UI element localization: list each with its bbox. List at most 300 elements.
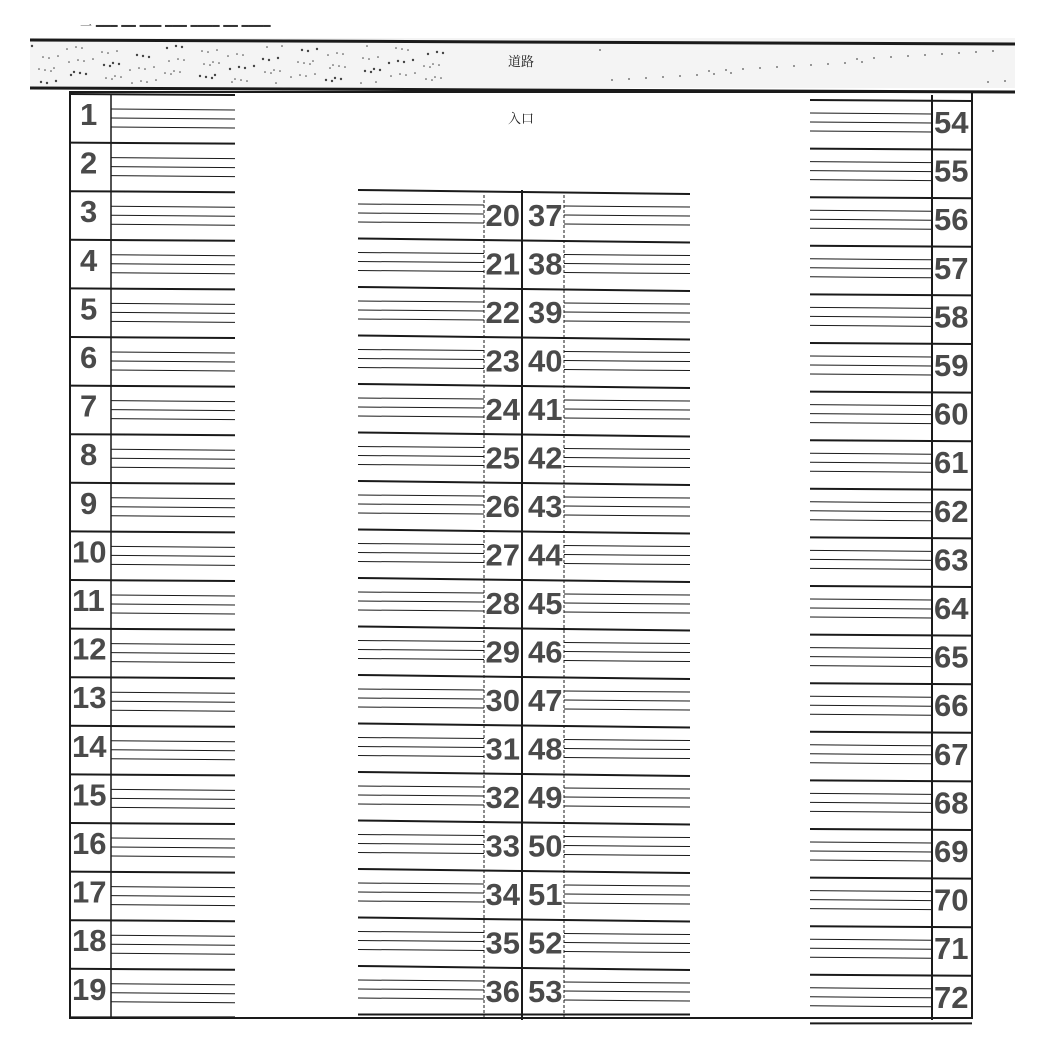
stall-line: [358, 941, 484, 942]
stall-line: [564, 846, 690, 847]
stall-number: 38: [528, 246, 563, 282]
stall-number: 58: [934, 299, 969, 335]
stall-line: [111, 516, 235, 517]
road-speck: [129, 69, 131, 71]
road-speck: [314, 73, 316, 75]
stall-divider: [70, 774, 235, 775]
road-speck: [179, 71, 181, 73]
stall-divider: [70, 94, 235, 95]
stall-divider: [810, 926, 972, 927]
stall-line: [810, 228, 932, 229]
road-speck: [173, 70, 175, 72]
road-speck: [432, 63, 434, 65]
stall-line: [810, 162, 932, 163]
stall-divider: [358, 966, 522, 968]
stall-divider: [810, 732, 972, 733]
stall-line: [810, 502, 932, 503]
stall-line: [111, 662, 235, 663]
stall-divider: [810, 440, 972, 441]
stall-divider: [70, 240, 235, 241]
stall-line: [810, 219, 932, 220]
stall-line: [111, 838, 235, 839]
stall-line: [564, 215, 690, 216]
stall-line: [564, 506, 690, 507]
stall-number: 59: [934, 348, 969, 383]
stall-line: [111, 644, 235, 645]
road-speck: [118, 63, 120, 65]
stall-number: 24: [485, 392, 520, 427]
stall-line: [564, 467, 690, 468]
stall-number: 23: [485, 343, 520, 379]
road-speck: [440, 77, 442, 79]
stall-line: [810, 559, 932, 560]
road-speck: [79, 72, 81, 74]
stall-divider: [810, 829, 972, 830]
road-label: 道路: [508, 55, 535, 70]
stall-line: [564, 661, 690, 662]
stall-line: [358, 271, 484, 272]
road-speck: [434, 76, 436, 78]
road-speck: [329, 67, 331, 69]
stall-line: [810, 113, 932, 114]
road-speck: [270, 72, 272, 74]
stall-divider: [70, 969, 235, 970]
stall-line: [358, 301, 484, 302]
stall-line: [810, 414, 932, 415]
road-speck: [377, 56, 379, 58]
road-speck: [301, 49, 303, 51]
stall-line: [111, 419, 235, 420]
road-speck: [148, 56, 150, 58]
stall-line: [810, 277, 932, 278]
stall-line: [810, 666, 932, 667]
stall-line: [810, 462, 932, 463]
stall-line: [810, 1006, 932, 1007]
stall-line: [111, 410, 235, 411]
stall-number: 19: [72, 971, 107, 1007]
stall-line: [358, 359, 484, 360]
road-speck: [344, 66, 346, 68]
road-speck: [46, 82, 48, 84]
stall-divider: [810, 537, 972, 538]
stall-divider: [810, 780, 972, 781]
stall-divider: [70, 580, 235, 581]
stall-number: 46: [528, 634, 563, 670]
stall-number: 39: [528, 295, 563, 330]
stall-divider: [358, 724, 522, 726]
stall-line: [810, 356, 932, 357]
stall-line: [111, 555, 235, 556]
stall-line: [111, 255, 235, 256]
stall-line: [111, 312, 235, 313]
stall-line: [810, 374, 932, 375]
stall-number: 47: [528, 683, 563, 718]
road-speck: [44, 69, 46, 71]
road-speck: [83, 60, 85, 62]
stall-line: [564, 546, 690, 547]
stall-number: 45: [528, 586, 563, 621]
stall-line: [810, 608, 932, 609]
road-speck: [262, 58, 264, 60]
road-speck: [403, 61, 405, 63]
road-speck: [199, 75, 201, 77]
stall-divider: [522, 629, 690, 631]
road-speck: [40, 81, 42, 83]
stall-divider: [358, 578, 522, 580]
road-speck: [336, 52, 338, 54]
stall-line: [810, 851, 932, 852]
stall-number: 7: [80, 388, 98, 424]
road-speck: [436, 51, 438, 53]
road-speck: [941, 53, 943, 55]
stall-line: [358, 795, 484, 796]
stall-line: [111, 953, 235, 954]
road-speck: [708, 70, 710, 72]
stall-line: [358, 310, 484, 311]
road-speck: [164, 72, 166, 74]
road-speck: [168, 60, 170, 62]
stall-line: [358, 853, 484, 854]
road-speck: [53, 67, 55, 69]
stall-line: [358, 689, 484, 690]
stall-line: [111, 935, 235, 936]
stall-divider: [358, 675, 522, 677]
stall-line: [358, 610, 484, 611]
road-speck: [401, 48, 403, 50]
road-speck: [209, 64, 211, 66]
stall-line: [358, 659, 484, 660]
stall-line: [810, 171, 932, 172]
stall-divider: [810, 392, 972, 393]
road-speck: [211, 77, 213, 79]
stall-line: [810, 909, 932, 910]
stall-line: [358, 456, 484, 457]
road-speck: [277, 57, 279, 59]
stall-line: [358, 844, 484, 845]
stall-number: 10: [72, 534, 107, 570]
stall-divider: [70, 337, 235, 338]
stall-number: 55: [934, 153, 969, 189]
stall-line: [111, 984, 235, 985]
stall-line: [564, 555, 690, 556]
road-speck: [77, 59, 79, 61]
stall-line: [358, 504, 484, 505]
stall-number: 8: [80, 437, 98, 473]
stall-number: 60: [934, 396, 969, 432]
stall-line: [111, 750, 235, 751]
road-speck: [183, 59, 185, 61]
stall-line: [358, 213, 484, 214]
stall-line: [358, 447, 484, 448]
road-speck: [242, 54, 244, 56]
stall-line: [111, 264, 235, 265]
stall-line: [111, 564, 235, 565]
stall-divider: [358, 918, 522, 920]
stall-line: [111, 273, 235, 274]
stall-line: [111, 944, 235, 945]
stall-divider: [358, 627, 522, 629]
stall-line: [358, 319, 484, 320]
road-speck: [873, 57, 875, 59]
stall-line: [564, 885, 690, 886]
road-speck: [116, 50, 118, 52]
road-speck: [81, 47, 83, 49]
stall-line: [111, 303, 235, 304]
stall-line: [564, 952, 690, 953]
road-speck: [611, 79, 613, 81]
road-speck: [628, 78, 630, 80]
entrance-label: 入口: [508, 112, 535, 127]
stall-line: [564, 458, 690, 459]
stall-line: [564, 855, 690, 856]
stall-number: 26: [485, 489, 520, 524]
stall-number: 14: [72, 728, 107, 764]
stall-line: [358, 892, 484, 893]
stall-divider: [522, 726, 690, 728]
road-speck: [218, 62, 220, 64]
stall-line: [111, 993, 235, 994]
road-speck: [38, 68, 40, 70]
road-speck: [696, 74, 698, 76]
stall-line: [111, 215, 235, 216]
stall-line: [111, 498, 235, 499]
stall-divider: [70, 629, 235, 630]
stall-line: [564, 740, 690, 741]
road-speck: [742, 68, 744, 70]
road-speck: [759, 67, 761, 69]
stall-line: [358, 465, 484, 466]
stall-line: [358, 350, 484, 351]
stall-number: 48: [528, 731, 563, 767]
stall-line: [810, 316, 932, 317]
stall-line: [810, 891, 932, 892]
stall-line: [564, 1000, 690, 1001]
stall-number: 20: [485, 198, 520, 233]
stall-divider: [810, 343, 972, 344]
stall-divider: [70, 531, 235, 532]
stall-divider: [358, 190, 522, 192]
road-speck: [212, 61, 214, 63]
road-speck: [730, 72, 732, 74]
stall-line: [810, 900, 932, 901]
road-speck: [307, 50, 309, 52]
road-speck: [216, 49, 218, 51]
stall-line: [111, 321, 235, 322]
road-speck: [373, 68, 375, 70]
stall-line: [111, 546, 235, 547]
stall-number: 69: [934, 834, 969, 869]
stall-line: [358, 407, 484, 408]
stall-line: [810, 842, 932, 843]
stall-line: [564, 321, 690, 322]
stall-line: [810, 131, 932, 132]
stall-line: [358, 650, 484, 651]
stall-line: [111, 1002, 235, 1003]
road-speck: [203, 63, 205, 65]
road-speck: [844, 62, 846, 64]
stall-line: [564, 564, 690, 565]
stall-divider: [70, 434, 235, 435]
stall-line: [358, 398, 484, 399]
stall-line: [564, 991, 690, 992]
road-speck: [155, 79, 157, 81]
stall-line: [810, 802, 932, 803]
stall-line: [111, 613, 235, 614]
stall-line: [810, 122, 932, 123]
stall-number: 16: [72, 826, 107, 861]
stall-line: [111, 905, 235, 906]
stall-line: [564, 788, 690, 789]
road-speck: [146, 81, 148, 83]
stall-number: 17: [72, 874, 107, 910]
stall-line: [564, 312, 690, 313]
stall-line: [564, 224, 690, 225]
road-speck: [924, 54, 926, 56]
stall-number: 15: [72, 777, 107, 813]
road-speck: [234, 78, 236, 80]
stall-line: [111, 807, 235, 808]
road-speck: [101, 51, 103, 53]
stall-divider: [70, 920, 235, 921]
stall-line: [564, 652, 690, 653]
stall-line: [810, 550, 932, 551]
stall-divider: [70, 288, 235, 289]
road-speck: [266, 46, 268, 48]
stall-number: 62: [934, 493, 969, 529]
stall-line: [358, 562, 484, 563]
road-speck: [810, 64, 812, 66]
road-speck: [136, 54, 138, 56]
road-speck: [662, 76, 664, 78]
road-speck: [268, 59, 270, 61]
stall-number: 42: [528, 440, 563, 476]
stall-number: 37: [528, 198, 563, 233]
road-speck: [890, 56, 892, 58]
stall-divider: [70, 823, 235, 824]
road-speck: [229, 68, 231, 70]
stall-number: 21: [485, 246, 520, 282]
stall-number: 43: [528, 489, 563, 524]
stall-line: [564, 400, 690, 401]
stall-line: [111, 847, 235, 848]
stall-number: 32: [485, 780, 520, 815]
road-speck: [334, 77, 336, 79]
road-speck: [975, 51, 977, 53]
road-speck: [253, 65, 255, 67]
stall-line: [810, 520, 932, 521]
stall-line: [810, 599, 932, 600]
stall-divider: [522, 532, 690, 534]
stall-number: 44: [528, 537, 563, 573]
road-speck: [429, 66, 431, 68]
stall-line: [111, 759, 235, 760]
stall-line: [358, 253, 484, 254]
stall-line: [564, 806, 690, 807]
stall-line: [810, 617, 932, 618]
road-speck: [111, 78, 113, 80]
stall-line: [810, 793, 932, 794]
stall-number: 56: [934, 202, 969, 238]
road-speck: [987, 81, 989, 83]
stall-number: 64: [934, 591, 969, 626]
stall-line: [358, 901, 484, 902]
road-speck: [856, 58, 858, 60]
stall-line: [810, 939, 932, 940]
road-speck: [325, 79, 327, 81]
stall-line: [358, 950, 484, 951]
stall-line: [564, 603, 690, 604]
stall-line: [358, 738, 484, 739]
stall-line: [358, 601, 484, 602]
road-speck: [273, 69, 275, 71]
stall-line: [358, 222, 484, 223]
stall-line: [564, 894, 690, 895]
road-speck: [645, 77, 647, 79]
stall-line: [564, 273, 690, 274]
road-speck: [861, 61, 863, 63]
road-speck: [362, 57, 364, 59]
stall-number: 33: [485, 828, 520, 864]
stall-line: [111, 361, 235, 362]
stall-line: [810, 754, 932, 755]
stall-divider: [522, 483, 690, 485]
road-speck: [793, 65, 795, 67]
stall-divider: [70, 191, 235, 192]
stall-line: [111, 109, 235, 110]
stall-divider: [522, 823, 690, 825]
stall-number: 5: [80, 291, 98, 327]
road-speck: [364, 70, 366, 72]
stall-line: [564, 643, 690, 644]
stall-line: [810, 763, 932, 764]
stall-line: [564, 255, 690, 256]
stall-divider: [70, 726, 235, 727]
stall-number: 12: [72, 631, 107, 667]
stall-line: [564, 691, 690, 692]
road-speck: [366, 45, 368, 47]
road-speck: [599, 49, 601, 51]
stall-number: 53: [528, 974, 563, 1009]
stall-line: [810, 988, 932, 989]
stall-number: 34: [485, 877, 520, 912]
stall-line: [810, 948, 932, 949]
stall-number: 31: [485, 731, 520, 767]
stall-divider: [810, 197, 972, 198]
road-speck: [827, 63, 829, 65]
road-speck: [407, 49, 409, 51]
stall-line: [111, 176, 235, 177]
stall-line: [564, 612, 690, 613]
road-speck: [153, 66, 155, 68]
stall-line: [564, 206, 690, 207]
stall-line: [810, 860, 932, 861]
stall-number: 65: [934, 639, 969, 675]
road-speck: [1004, 80, 1006, 82]
road-speck: [238, 66, 240, 68]
road-speck: [112, 62, 114, 64]
stall-line: [111, 653, 235, 654]
stall-divider: [810, 586, 972, 587]
road-speck: [725, 69, 727, 71]
road-speck: [305, 75, 307, 77]
stall-number: 4: [80, 242, 98, 278]
road-speck: [338, 65, 340, 67]
stall-line: [564, 264, 690, 265]
stall-line: [358, 262, 484, 263]
stall-number: 50: [528, 828, 563, 864]
stall-line: [111, 224, 235, 225]
road-speck: [244, 67, 246, 69]
